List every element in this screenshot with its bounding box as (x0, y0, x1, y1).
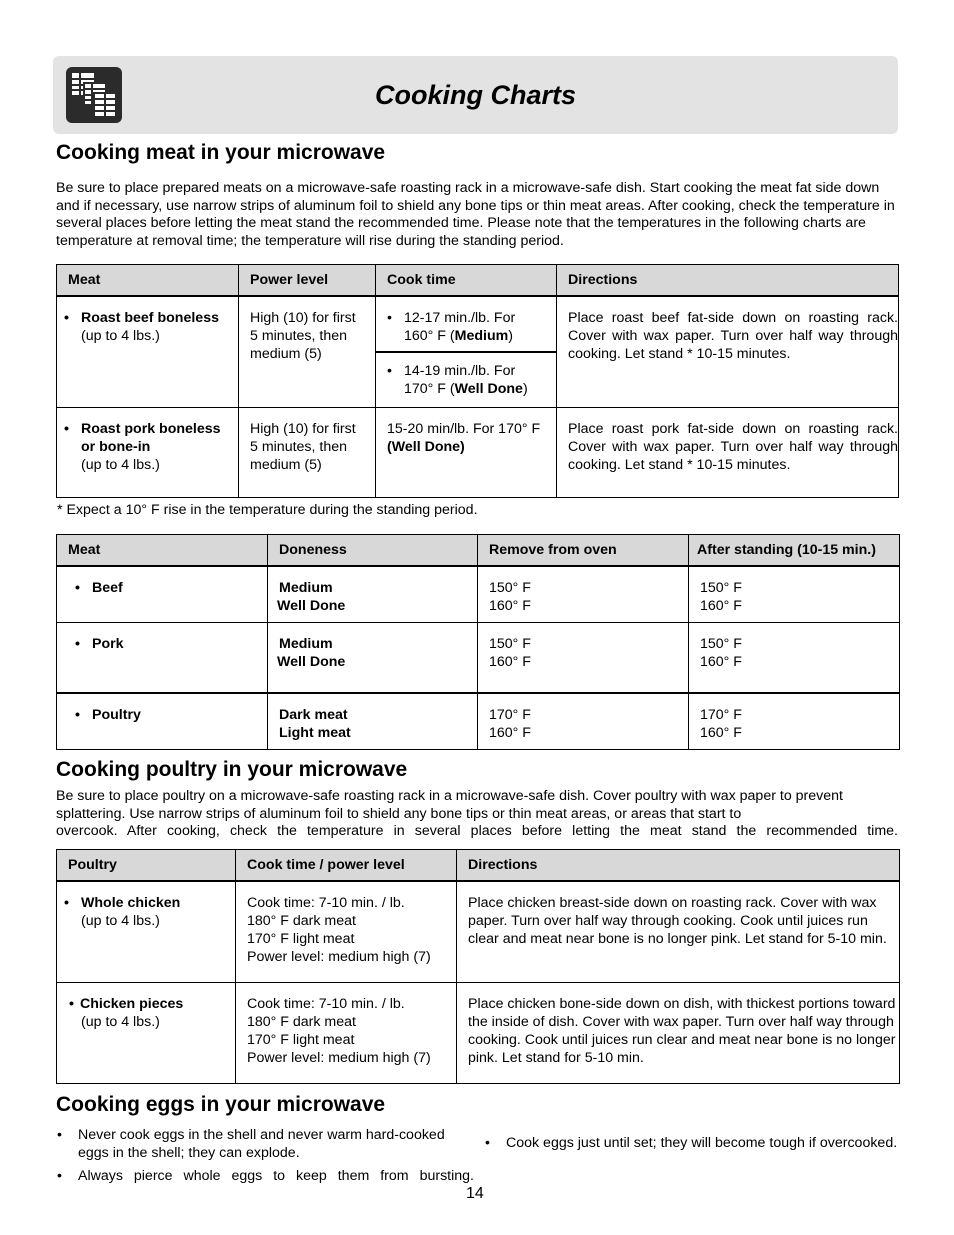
column-header: Directions (557, 265, 899, 297)
cook-info-line: 180° F dark meat (247, 1013, 356, 1030)
remove-temp-cell (478, 693, 689, 749)
directions-cell (557, 296, 899, 407)
temperature-value: 150° F (489, 635, 531, 652)
poultry-intro (56, 788, 898, 841)
cook-info-line: 170° F light meat (247, 931, 355, 947)
meat-cell (57, 296, 239, 407)
cook-time-cell (376, 352, 557, 407)
temperature-value: 160° F (700, 598, 742, 614)
meat-type: • Beef (75, 579, 259, 597)
meat-cell (57, 622, 268, 693)
poultry-heading: Cooking poultry in your microwave (56, 758, 408, 781)
doneness-table (56, 534, 900, 750)
doneness-value: Dark meat (279, 707, 348, 723)
poultry-note: (up to 4 lbs.) (81, 913, 160, 929)
temperature-value: 150° F (489, 580, 531, 596)
doneness-value: Medium (279, 580, 333, 596)
table-header-row (57, 265, 899, 297)
column-header: Power level (239, 265, 376, 297)
directions-text: Place roast beef fat-side down on roasting rack. Cover with wax paper. Turn over half way through cooking. Let stand * 10-15 minutes. (568, 310, 898, 362)
doneness-value: Well Done (277, 598, 346, 614)
standing-footnote: * Expect a 10° F rise in the temperature during the standing period. (57, 502, 478, 518)
temperature-value: 160° F (489, 598, 531, 614)
temperature-value: 170° F (489, 707, 531, 723)
directions-text: Place roast pork fat-side down on roasting rack. Cover with wax paper. Turn over half way through cooking. Let stand * 10-15 minutes. (568, 420, 898, 473)
temperature-value: 170° F (700, 707, 742, 723)
cook-info-line: 170° F light meat (247, 1031, 355, 1048)
table-row (57, 296, 899, 352)
cook-time-cell (376, 296, 557, 352)
doneness-label: Well Done (454, 381, 523, 397)
table-row (57, 881, 900, 982)
cook-info-line: Cook time: 7-10 min. / lb. (247, 995, 405, 1012)
doneness-cell (268, 622, 478, 693)
doneness-value: Well Done (277, 653, 346, 670)
cook-power-cell (236, 982, 457, 1083)
doneness-label: (Well Done) (387, 438, 465, 455)
meat-type: • Poultry (75, 706, 259, 724)
cook-time-text: 15-20 min/lb. For 170° F (387, 420, 541, 437)
meat-name-continued: or bone-in (81, 438, 151, 455)
poultry-intro-line: Be sure to place poultry on a microwave-safe roasting rack in a microwave-safe dish. Cover poultry with wax paper to prevent splattering. Use narrow strips of aluminum foil to shield any bone tips or thin meat areas, or areas that start to (56, 788, 843, 822)
poultry-cell (57, 982, 236, 1083)
list-item: • Never cook eggs in the shell and never warm hard-cooked eggs in the shell; they can explode. (56, 1127, 474, 1162)
meat-cell (57, 407, 239, 497)
doneness-cell (268, 693, 478, 749)
meat-intro: Be sure to place prepared meats on a microwave-safe roasting rack in a microwave-safe dish. Start cooking the meat fat side down and if necessary, use narrow strips of aluminum foil to shield any bone tips or thin meat areas. After cooking, check the temperature in several places before letting the meat stand the recommended time. Please note that the temperatures in the following charts are temperature at removal time; the temperature will rise during the standing period. (56, 180, 895, 249)
column-header: Poultry (57, 850, 236, 882)
column-header: Cook time / power level (236, 850, 457, 882)
directions-cell (557, 407, 899, 497)
column-header: Meat (57, 265, 239, 297)
page-title: Cooking Charts (374, 80, 576, 110)
column-header: Remove from oven (478, 535, 689, 567)
header-banner (53, 56, 898, 134)
poultry-name: • Chicken pieces (69, 995, 227, 1013)
power-cell: High (10) for first 5 minutes, then medium (5) (239, 296, 376, 407)
column-header: Directions (457, 850, 900, 882)
cook-info-line: 180° F dark meat (247, 913, 356, 929)
poultry-cell (57, 881, 236, 982)
page-number: 14 (466, 1185, 484, 1202)
temperature-value: 160° F (700, 725, 742, 741)
egg-tips-left (56, 1127, 474, 1192)
poultry-intro-line: overcook. After cooking, check the temperature in several places before letting the meat stand the recommended time. (56, 823, 898, 839)
directions-cell: Place chicken breast-side down on roasting rack. Cover with wax paper. Turn over half way through cooking. Cook until juices run clear and meat near bone is no longer pink. Let stand for 5-10 min. (457, 881, 900, 982)
remove-temp-cell (478, 622, 689, 693)
meat-name: • Roast beef boneless (64, 309, 230, 327)
meat-heading: Cooking meat in your microwave (56, 141, 386, 164)
power-cell: High (10) for first 5 minutes, then medium (5) (239, 407, 376, 497)
meat-cell (57, 693, 268, 749)
poultry-table (56, 849, 900, 1084)
after-standing-cell (689, 622, 900, 693)
table-row (57, 566, 900, 622)
column-header: After standing (10-15 min.) (689, 535, 900, 567)
cook-power-cell (236, 881, 457, 982)
meat-type: • Pork (75, 635, 259, 653)
cook-time-end: ) (522, 381, 528, 397)
poultry-note: (up to 4 lbs.) (81, 1013, 160, 1030)
temperature-value: 150° F (700, 635, 742, 652)
table-row (57, 622, 900, 693)
doneness-label: Medium (454, 328, 509, 344)
poultry-name: • Whole chicken (64, 894, 227, 912)
column-header: Doneness (268, 535, 478, 567)
column-header: Cook time (376, 265, 557, 297)
doneness-value: Light meat (279, 725, 351, 741)
meat-note: (up to 4 lbs.) (81, 328, 160, 344)
temperature-value: 150° F (700, 580, 742, 596)
meat-note: (up to 4 lbs.) (81, 456, 160, 473)
egg-tips-right (484, 1135, 898, 1159)
temperature-value: 160° F (700, 653, 742, 670)
remove-temp-cell (478, 566, 689, 622)
cook-info-line: Power level: medium high (7) (247, 1049, 431, 1066)
temperature-value: 160° F (489, 653, 531, 670)
cook-time-text: 14-19 min./lb. For 170° F ( (404, 363, 516, 397)
cook-info-line: Cook time: 7-10 min. / lb. (247, 895, 405, 911)
doneness-value: Medium (279, 635, 333, 652)
table-header-row (57, 850, 900, 882)
column-header: Meat (57, 535, 268, 567)
list-item: • Cook eggs just until set; they will become tough if overcooked. (484, 1135, 898, 1153)
cook-info-line: Power level: medium high (7) (247, 949, 431, 965)
after-standing-cell (689, 566, 900, 622)
cook-time-text: 12-17 min./lb. For 160° F ( (404, 310, 516, 344)
meat-name: • Roast pork boneless (64, 420, 230, 438)
table-row (57, 407, 899, 497)
directions-cell: Place chicken bone-side down on dish, with thickest portions toward the inside of dish. Cover with wax paper. Turn over half way through cooking. Cook until juices run clear and meat near bone is no longer pink. Let stand for 5-10 min. (457, 982, 900, 1083)
temperature-value: 160° F (489, 725, 531, 741)
after-standing-cell (689, 693, 900, 749)
cook-time-end: ) (508, 328, 513, 344)
doneness-cell (268, 566, 478, 622)
meat-cooking-table (56, 264, 899, 498)
table-row (57, 693, 900, 749)
list-item: • Always pierce whole eggs to keep them from bursting. (56, 1168, 474, 1186)
eggs-heading: Cooking eggs in your microwave (56, 1093, 386, 1116)
table-row (57, 982, 900, 1083)
meat-cell (57, 566, 268, 622)
table-header-row (57, 535, 900, 567)
cook-time-cell (376, 407, 557, 497)
